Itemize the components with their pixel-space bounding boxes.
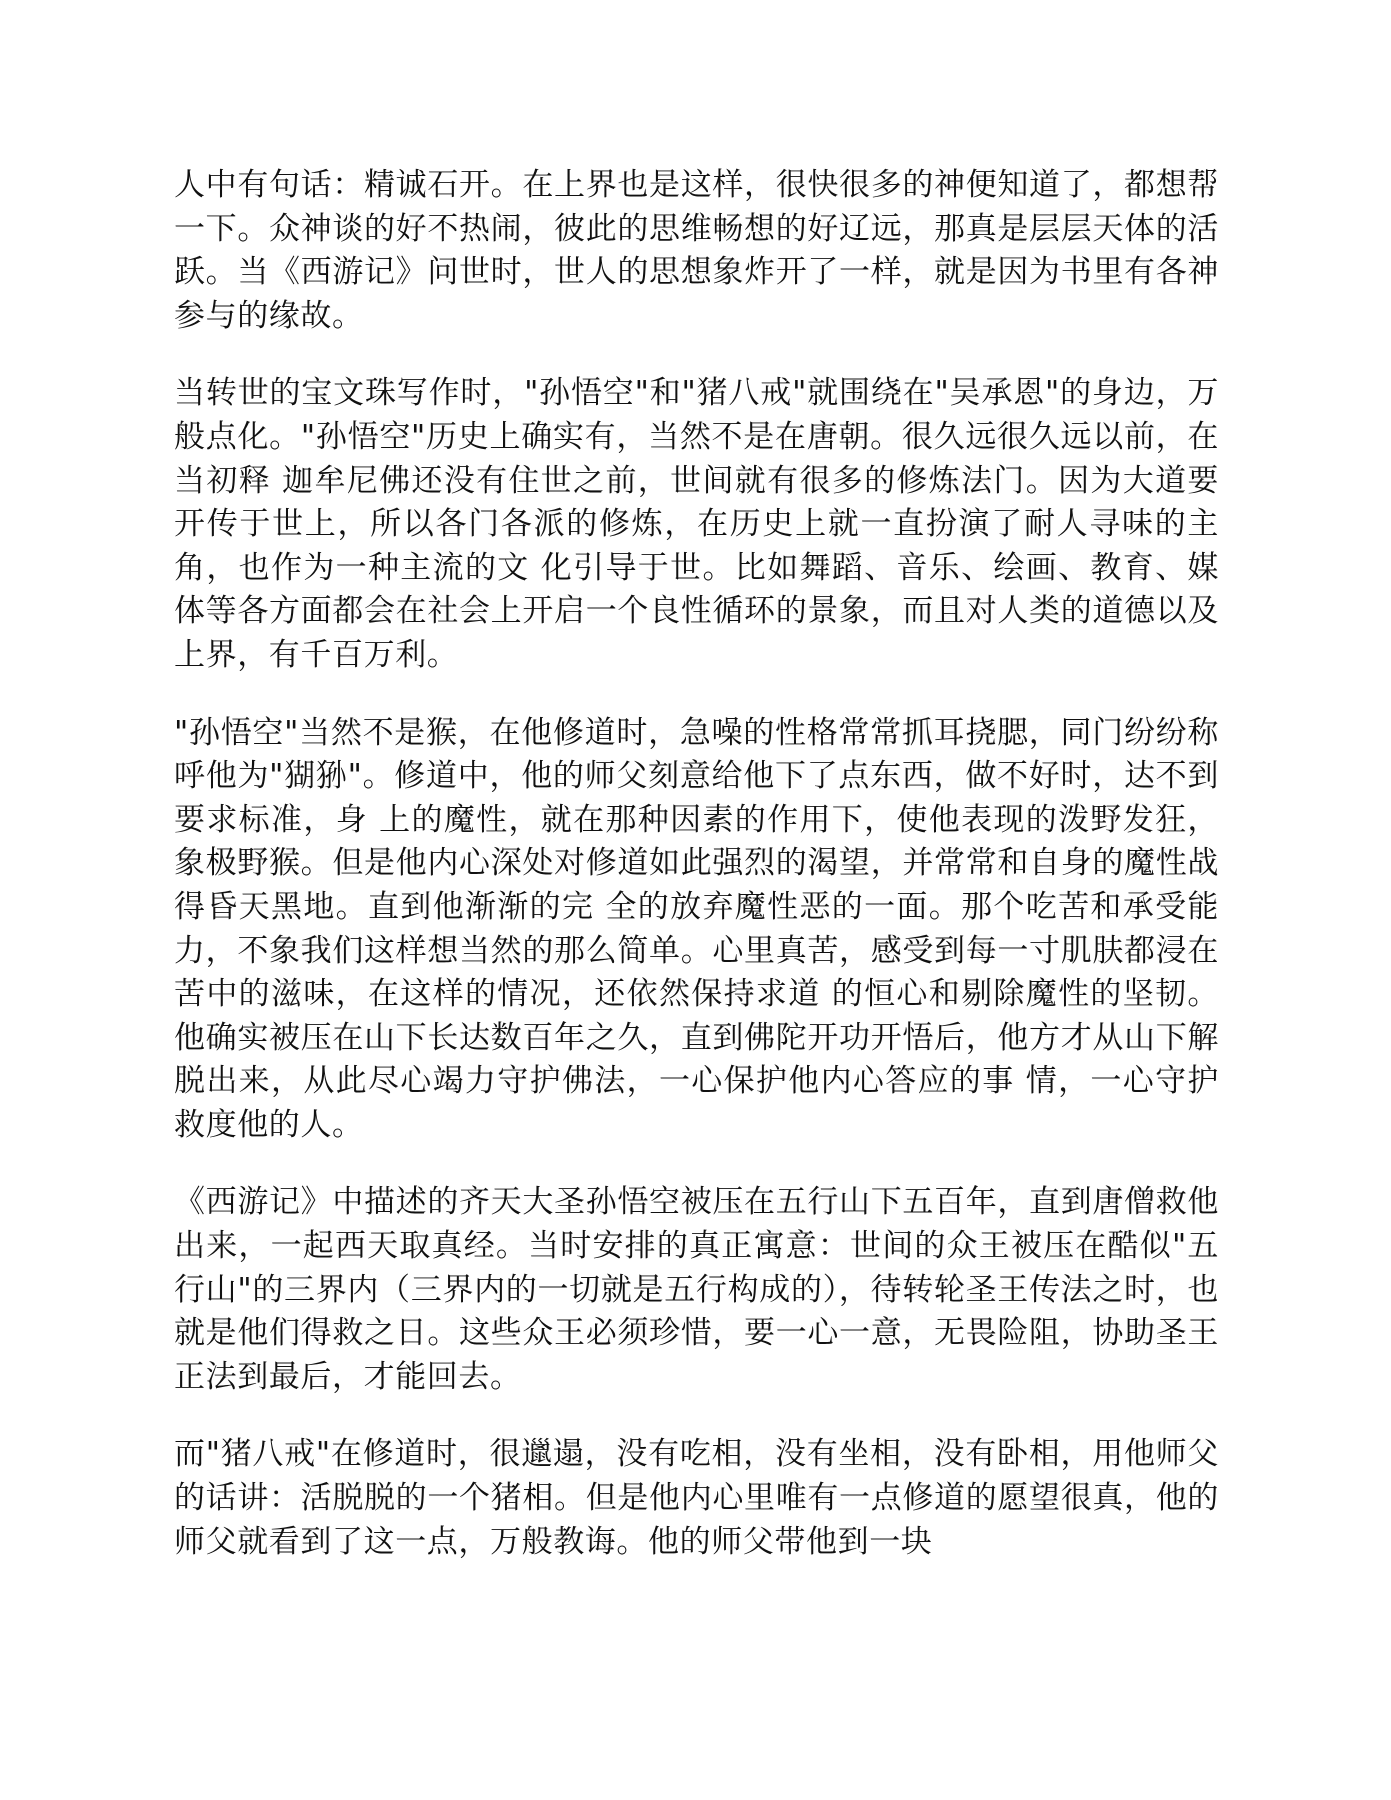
paragraph-3: "孙悟空"当然不是猴，在他修道时，急噪的性格常常抓耳挠腮，同门纷纷称呼他为"猢狲"。修道中，他的师父刻意给他下了点东西，做不好时，达不到要求标准，身 上的魔性，就在那种因素的作用下，使他表现的泼野发狂，象极野猴。但是他内心深处对修道如此强烈的渴望，并常常和自身的魔性战得昏天黑地。直到他渐渐的完 全的放弃魔性恶的一面。那个吃苦和承受能力，不象我们这样想当然的那么简单。心里真苦，感受到每一寸肌肤都浸在苦中的滋味，在这样的情况，还依然保持求道 的恒心和剔除魔性的坚韧。他确实被压在山下长达数百年之久，直到佛陀开功开悟后，他方才从山下解脱出来，从此尽心竭力守护佛法，一心保护他内心答应的事 情，一心守护救度他的人。 <box>174 714 1219 1143</box>
paragraph-5: 而"猪八戒"在修道时，很邋遢，没有吃相，没有坐相，没有卧相，用他师父的话讲：活脱脱的一个猪相。但是他内心里唯有一点修道的愿望很真，他的师父就看到了这一点，万般教诲。他的师父带他到一块 <box>174 1436 1219 1560</box>
paragraph-2: 当转世的宝文珠写作时，"孙悟空"和"猪八戒"就围绕在"吴承恩"的身边，万般点化。"孙悟空"历史上确实有，当然不是在唐朝。很久远很久远以前，在当初释 迦牟尼佛还没有住世之前，世间就有很多的修炼法门。因为大道要开传于世上，所以各门各派的修炼，在历史上就一直扮演了耐人寻味的主角，也作为一种主流的文 化引导于世。比如舞蹈、音乐、绘画、教育、媒体等各方面都会在社会上开启一个良性循环的景象，而且对人类的道德以及上界，有千百万利。 <box>174 375 1219 673</box>
paragraph-1: 人中有句话：精诚石开。在上界也是这样，很快很多的神便知道了，都想帮一下。众神谈的好不热闹，彼此的思维畅想的好辽远，那真是层层天体的活跃。当《西游记》问世时，世人的思想象炸开了一样，就是因为书里有各神参与的缘故。 <box>174 167 1219 334</box>
document-body <box>174 164 1219 1564</box>
paragraph-4: 《西游记》中描述的齐天大圣孙悟空被压在五行山下五百年，直到唐僧救他出来，一起西天取真经。当时安排的真正寓意：世间的众王被压在酷似"五行山"的三界内（三界内的一切就是五行构成的），待转轮圣王传法之时，也就是他们得救之日。这些众王必须珍惜，要一心一意，无畏险阻，协助圣王正法到最后，才能回去。 <box>174 1184 1219 1395</box>
